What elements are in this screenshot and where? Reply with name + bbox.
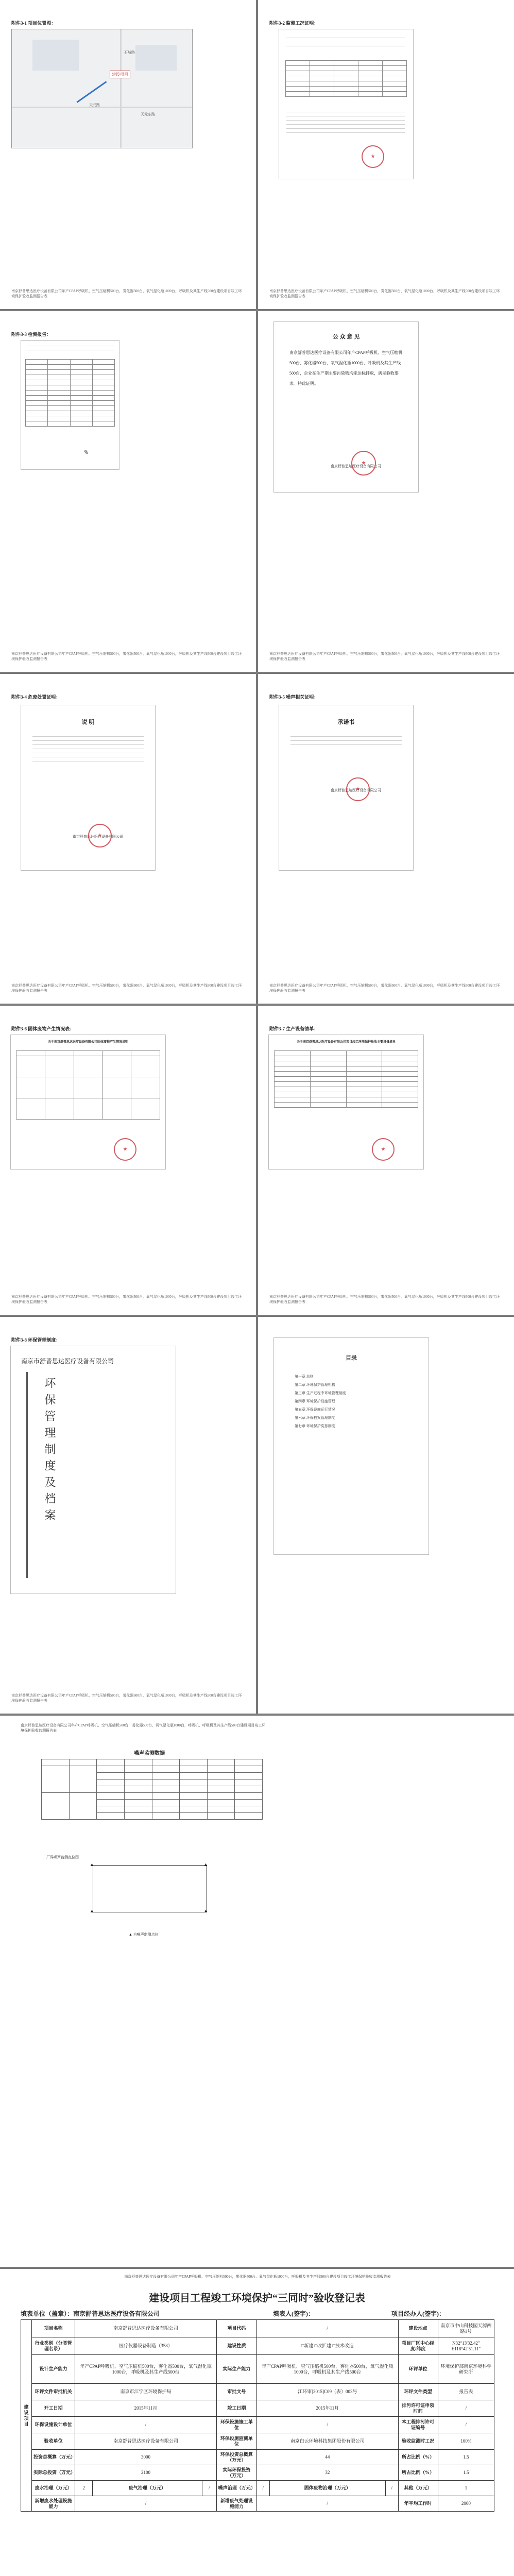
page-footer: 南京舒普思达医疗设备有限公司年产CPAP呼吸机、空气压缩机500台，雾化器500台、氧气湿化瓶1000台，呼吸机及其生产线500台建设项目竣工环境保护验收监测报告表 [11, 289, 242, 298]
scan-table [16, 1050, 160, 1120]
plant-boundary [93, 1865, 207, 1912]
toc-item: 第五章 环保设施运行情况 [295, 1408, 335, 1412]
letter-signer: 南京舒普思达医疗设备有限公司 [331, 464, 381, 468]
registration-table [21, 2319, 494, 2512]
page-work-condition: 附件3-2 监测工况证明： ★ 南京舒普思达医疗设备有限公司年产CPAP呼吸机、空气压缩机500台，雾化器500台、氧气湿化瓶1000台，呼吸机及其生产线500台建设项目竣工环境保护验收监测报告表 [258, 0, 514, 309]
table-row: 开工日期 2015年11月 竣工日期 2015年11月 排污许可证申领时间 / [21, 2400, 494, 2417]
noise-map-legend: ▲ 为噪声监测点位 [129, 1933, 159, 1937]
toc-item: 第七章 环境保护奖惩制度 [295, 1424, 335, 1428]
page-solid-waste: 附件3-6 固体废物产生情况表： 关于南京舒普思达医疗设备有限公司固体废物产生情况说明 ★ 南京舒普思达医疗设备有限公司年产CPAP呼吸机、空气压缩机500台，雾化器500台、氧气湿化瓶1000台，呼吸机及其生产线500台建设项目竣工环境保护验收监测报告表 [0, 1006, 256, 1315]
company-seal [351, 451, 376, 476]
toc-title: 目录 [346, 1355, 357, 1361]
attachment-caption: 附件3-1 项目位置图： [11, 21, 56, 26]
scanned-document [21, 340, 119, 470]
table-row: 设计生产能力 年产CPAP呼吸机、空气压缩机500台，雾化器500台，氧气湿化瓶1000台，呼吸机及其生产线500台 实际生产能力 年产CPAP呼吸机、空气压缩机500台，雾化器500台，氧气湿化瓶1000台，呼吸机及其生产线500台 环评单位 环境保护部南京环境科学研究所 [21, 2355, 494, 2384]
page-noise-commitment: 附件3-5 噪声相关证明： 承诺书 南京舒普思达医疗设备有限公司 ★ 南京舒普思达医疗设备有限公司年产CPAP呼吸机、空气压缩机500台，雾化器500台、氧气湿化瓶1000台，呼吸机及其生产线500台建设项目竣工环境保护验收监测报告表 [258, 674, 514, 1004]
cover-sheet: 南京市舒普思达医疗设备有限公司 环保管理制度及档案 [10, 1346, 176, 1594]
noise-data-table [41, 1759, 263, 1820]
scan-table [274, 1050, 418, 1108]
toc-item: 第二章 环境保护管理机构 [295, 1383, 335, 1387]
scanned-table-doc: 关于南京舒普思达医疗设备有限公司固体废物产生情况说明 ★ [10, 1035, 166, 1170]
toc-item: 第三章 生产过程中环境管理制度 [295, 1391, 346, 1395]
page-public-opinion: 公 众 意 见 南京舒普思达医疗设备有限公司年产CPAP呼吸机、空气压缩机500台，雾化器500台、氧气湿化瓶1000台，呼吸机及其生产线500台，企业在生产期主要污染物均能达标排放，满足验收要求。特此证明。 南京舒普思达医疗设备有限公司 ★ 南京舒普思达医疗设备有限公司年产CPAP呼吸机、空气压缩机500台，雾化器500台、氧气湿化瓶1000台，呼吸机及其生产线500台建设项目竣工环境保护验收监测报告表 [258, 311, 514, 672]
table-row: 实际总投资（万元） 2100 实际环保投资（万元） 32 所占比例（%） 1.5 [21, 2465, 494, 2481]
toc-item: 第一章 总则 [295, 1375, 314, 1379]
toc-item: 第六章 环保档案管理制度 [295, 1416, 335, 1420]
company-seal [88, 824, 112, 848]
toc-list [295, 1374, 346, 1432]
letter-body: 南京舒普思达医疗设备有限公司年产CPAP呼吸机、空气压缩机500台，雾化器500台、氧气湿化瓶1000台，呼吸机及其生产线500台，企业在生产期主要污染物均能达标排放，满足验收要求。特此证明。 [289, 350, 403, 386]
scanned-document [279, 29, 414, 179]
letter-title: 公 众 意 见 [332, 334, 360, 340]
noise-map-caption: 厂界噪声监测点位图 [46, 1855, 79, 1859]
noise-table-title: 噪声监测数据 [134, 1751, 165, 1756]
project-marker: 建设项目 [110, 71, 130, 78]
scanned-letter: 承诺书 南京舒普思达医疗设备有限公司 ★ [279, 705, 414, 871]
scan-table [285, 60, 407, 97]
company-seal [372, 1138, 395, 1161]
table-row: 行业类别（分类管理名录） 医疗仪器设备制造（358） 建设性质 □新建 □改扩建 □技术改造 项目厂区中心经度/纬度 N32°13'32.42" E118°42'51.11" [21, 2337, 494, 2355]
noise-map [72, 1850, 227, 1927]
scan-table [25, 359, 115, 427]
arrow [76, 81, 107, 103]
cover-vertical-title: 环保管理制度及档案 [43, 1377, 56, 1526]
page-table-of-contents [258, 1317, 514, 1714]
page-noise-monitoring [0, 1716, 514, 2267]
page-project-location [0, 0, 256, 309]
page-equipment-list: 附件3-7 生产设备清单： 关于南京舒普思达医疗设备有限公司项目竣工环境保护验收主要设备清单 ★ 南京舒普思达医疗设备有限公司年产CPAP呼吸机、空气压缩机500台，雾化器500台、氧气湿化瓶1000台，呼吸机及其生产线500台建设项目竣工环境保护验收监测报告表 [258, 1006, 514, 1315]
table-row: 验收单位 南京舒普思达医疗设备有限公司 环保设施监测单位 南京白云环境科技集团股份有限公司 验收监测时工况 100% [21, 2433, 494, 2450]
road [120, 29, 122, 148]
toc-sheet [273, 1337, 429, 1555]
company-seal [114, 1138, 136, 1161]
monitor-point-icon: ▲ [203, 1908, 208, 1913]
table-row: 建 设 项 目 项目名称 南京舒普思达医疗设备有限公司 项目代码 / 建设地点 南京市中山科技园天源西路1号 [21, 2320, 494, 2337]
table-row: 废水治理（万元） 2 废气治理（万元） / 噪声治理（万元） / 固体废物治理（万元） / 其他（万元） 1 [21, 2481, 494, 2496]
page-management-cover: 附件3-8 环保管理制度： 南京市舒普思达医疗设备有限公司 环保管理制度及档案 南京舒普思达医疗设备有限公司年产CPAP呼吸机、空气压缩机500台，雾化器500台、氧气湿化瓶1000台，呼吸机及其生产线500台建设项目竣工环境保护验收监测报告表 [0, 1317, 256, 1714]
monitor-point-icon: ▲ [203, 1862, 208, 1867]
monitor-point-icon: ▲ [90, 1908, 94, 1913]
toc-item: 第四章 环境保护设施管理 [295, 1399, 335, 1403]
table-row: 新增废水处理设施能力 / 新增废气处理设施能力 / 年平均工作时 2000 [21, 2496, 494, 2512]
scanned-letter [273, 321, 419, 493]
page-header: 南京舒普思达医疗设备有限公司年产CPAP呼吸机、空气压缩机500台，雾化器500台，氧气湿化瓶1000台，呼吸机、呼吸机及其生产线500台建设项目竣工环境保护验收监测报告表 [21, 1723, 266, 1733]
location-map: 建设项目 天元路 天元东路 石城路 [11, 29, 193, 148]
company-seal [346, 777, 370, 801]
road [12, 107, 192, 108]
page-hazardous-waste: 附件3-4 危废处置证明： 说 明 南京舒普思达医疗设备有限公司 ★ 南京舒普思达医疗设备有限公司年产CPAP呼吸机、空气压缩机500台，雾化器500台、氧气湿化瓶1000台，呼吸机及其生产线500台建设项目竣工环境保护验收监测报告表 [0, 674, 256, 1004]
table-row: 投资总概算（万元） 3000 环保投资总概算（万元） 44 所占比例（%） 1.5 [21, 2450, 494, 2465]
company-seal [362, 145, 384, 168]
registration-title: 建设项目工程竣工环境保护“三同时”验收登记表 [149, 2293, 365, 2304]
page-test-report: 附件3-3 检测报告： ✎ 南京舒普思达医疗设备有限公司年产CPAP呼吸机、空气压缩机500台，雾化器500台、氧气湿化瓶1000台，呼吸机及其生产线500台建设项目竣工环境保护验收监测报告表 [0, 311, 256, 672]
page-registration-form: 南京舒普思达医疗设备有限公司年产CPAP呼吸机、空气压缩机500台，雾化器500台、氧气湿化瓶1000台，呼吸机及其生产线500台建设项目竣工环境保护验收监测报告表 建设项目工程竣工环境保护“三同时”验收登记表 填表单位（盖章）：南京舒普思达医疗设备有限公司 填表人(签字)： 项目经办人(签字)： 建 设 项 目 项目名称 南京舒普思达医疗设备有限公司 项目代码 / 建设地点 南京市中山科技园天源西路1号 行业类别（分类管理名录） 医疗仪器设备制造（358） 建设性质 □新建 □改扩建 □技术改造 项目厂区中心经度/纬度 N32°13'32.42" E118°42'51.11" 设计生产能力 年产CPAP呼吸机、空气压缩机500台，雾化器500台，氧气湿化瓶1000台，呼吸机及其生产线500台 实际生产能力 年产CPAP呼吸机、空气压缩机500台，雾化器500台，氧气湿化瓶1000台，呼吸机及其生产线500台 环评单位 环境保护部南京环境科学研究所 环评文件审批机关 南京市江宁区环境保护局 审批文号 江环审[2015]C09（表）003号 环评文件类型 报告表 开工日期 2015年11月 竣工日期 2015年11月 排污许可证申领时间 / 环保设施设计单位 / 环保设施施工单位 / 本工程排污许可证编号 / 验收单位 南京舒普思达医疗设备有限公司 环保设施监测单位 南京白云环境科技集团股份有限公司 验收监测时工况 100% 投资总概算（万元） 3000 环保投资总概算（万元） 44 所占比例（%） 1.5 实际总投资（万元） 2100 实际环保投资（万元） 32 所占比例（%） 1.5 废水治理（万元） 2 废气治理（万元） / 噪声治理（万元） / 固体废物治理（万元） / 其他（万元） 1 新增废水处理设施能力 / 新增废气处理设施能力 / 年平均工作时 2000 [0, 2269, 514, 2576]
scanned-letter: 说 明 南京舒普思达医疗设备有限公司 ★ [21, 705, 156, 871]
table-row: 环评文件审批机关 南京市江宁区环境保护局 审批文号 江环审[2015]C09（表）003号 环评文件类型 报告表 [21, 2384, 494, 2400]
table-row: 环保设施设计单位 / 环保设施施工单位 / 本工程排污许可证编号 / [21, 2417, 494, 2433]
scanned-table-doc: 关于南京舒普思达医疗设备有限公司项目竣工环境保护验收主要设备清单 ★ [268, 1035, 424, 1170]
monitor-point-icon: ▲ [90, 1862, 94, 1867]
signature: ✎ [83, 449, 89, 456]
